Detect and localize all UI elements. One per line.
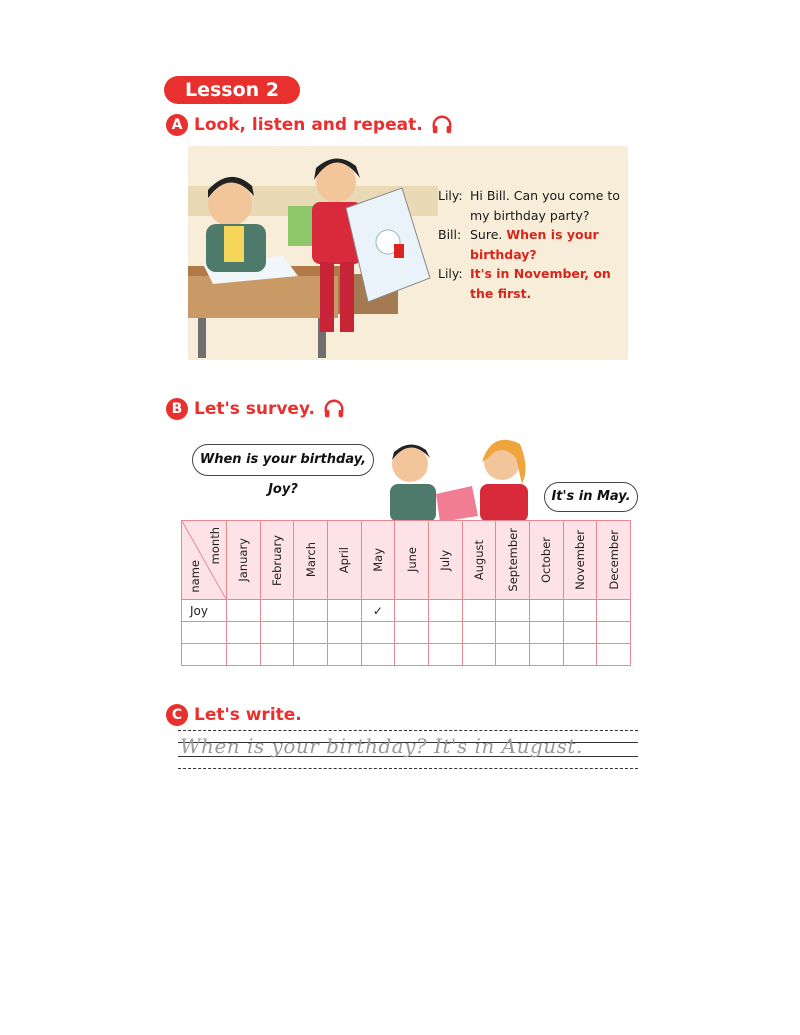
survey-cell[interactable]: [529, 644, 563, 666]
dialogue-plain: Hi Bill. Can you come to my birthday party?: [470, 188, 620, 223]
section-b-title: Let's survey.: [194, 399, 315, 419]
month-label: March: [303, 542, 318, 578]
speech-bubble-question: When is your birthday, Joy?: [192, 444, 374, 476]
survey-cell[interactable]: [227, 644, 261, 666]
survey-cell[interactable]: [327, 600, 361, 622]
dialogue-text: [438, 186, 628, 303]
dialogue-line: [438, 186, 628, 225]
survey-cell[interactable]: [361, 622, 395, 644]
month-header: [361, 521, 395, 600]
headphones-icon[interactable]: [431, 114, 453, 136]
survey-cell[interactable]: [395, 622, 429, 644]
illustration-bill-and-joy: [380, 428, 540, 522]
section-b-heading: [166, 396, 345, 422]
month-header: [395, 521, 429, 600]
survey-cell[interactable]: [496, 600, 530, 622]
survey-cell[interactable]: [597, 644, 631, 666]
month-label: October: [539, 536, 554, 584]
month-label: January: [236, 538, 251, 582]
section-c-letter: C: [166, 704, 188, 726]
survey-cell[interactable]: [294, 622, 328, 644]
handwritten-example: When is your birthday? It's in August.: [180, 734, 583, 758]
month-header: [563, 521, 597, 600]
month-header: [227, 521, 261, 600]
survey-cell[interactable]: [327, 644, 361, 666]
survey-table: [181, 520, 631, 666]
section-a-letter: A: [166, 114, 188, 136]
survey-cell[interactable]: [395, 600, 429, 622]
month-label: February: [269, 534, 284, 586]
survey-cell[interactable]: [260, 600, 294, 622]
survey-cell[interactable]: [294, 644, 328, 666]
dialogue-line: [438, 264, 628, 303]
headphones-icon[interactable]: [323, 398, 345, 420]
month-header: [496, 521, 530, 600]
speaker-name: Bill:: [438, 227, 462, 242]
survey-cell[interactable]: [563, 644, 597, 666]
survey-cell[interactable]: [327, 622, 361, 644]
month-label: December: [606, 530, 621, 590]
survey-cell[interactable]: [361, 644, 395, 666]
dialogue-plain: Sure.: [470, 227, 503, 242]
survey-cell[interactable]: [260, 644, 294, 666]
survey-cell[interactable]: [395, 644, 429, 666]
survey-cell[interactable]: [563, 600, 597, 622]
month-label: May: [370, 548, 385, 572]
dialogue-line: [438, 225, 628, 264]
section-c-title: Let's write.: [194, 705, 302, 725]
month-label: September: [505, 528, 520, 592]
month-header: [597, 521, 631, 600]
survey-cell[interactable]: [529, 600, 563, 622]
corner-month-label: month: [208, 527, 222, 565]
month-label: April: [337, 546, 352, 574]
survey-cell[interactable]: [428, 600, 462, 622]
month-header: [529, 521, 563, 600]
name-cell[interactable]: [182, 622, 227, 644]
section-a-title: Look, listen and repeat.: [194, 115, 423, 135]
survey-cell[interactable]: [462, 622, 496, 644]
guide-line-bottom: [178, 768, 638, 769]
month-label: July: [438, 549, 453, 571]
section-a-heading: [166, 112, 453, 138]
month-header: [260, 521, 294, 600]
survey-cell[interactable]: [227, 600, 261, 622]
dialogue-highlight: When is your birthday?: [470, 227, 599, 262]
month-header: [462, 521, 496, 600]
dialogue-highlight: It's in November, on the first.: [470, 266, 611, 301]
survey-cell[interactable]: [294, 600, 328, 622]
handwriting-lines[interactable]: [178, 730, 638, 770]
table-corner-cell: [182, 521, 227, 600]
month-label: June: [404, 547, 419, 573]
speaker-name: Lily:: [438, 266, 463, 281]
survey-cell[interactable]: [496, 622, 530, 644]
table-header-row: [182, 521, 631, 600]
survey-cell[interactable]: [597, 600, 631, 622]
survey-cell[interactable]: [529, 622, 563, 644]
speaker-name: Lily:: [438, 188, 463, 203]
survey-cell[interactable]: [462, 600, 496, 622]
survey-cell[interactable]: [496, 644, 530, 666]
survey-cell[interactable]: [260, 622, 294, 644]
month-label: November: [572, 530, 587, 590]
table-row: [182, 622, 631, 644]
section-b-letter: B: [166, 398, 188, 420]
survey-cell[interactable]: [462, 644, 496, 666]
speech-bubble-answer: It's in May.: [544, 482, 638, 512]
month-header: [327, 521, 361, 600]
survey-cell[interactable]: [227, 622, 261, 644]
survey-cell[interactable]: [428, 644, 462, 666]
month-header: [428, 521, 462, 600]
survey-cell[interactable]: [563, 622, 597, 644]
section-c-heading: [166, 702, 302, 728]
month-header: [294, 521, 328, 600]
lesson-title: Lesson 2: [164, 76, 300, 104]
guide-line-top: [178, 730, 638, 731]
corner-name-label: name: [188, 560, 202, 593]
survey-cell[interactable]: [597, 622, 631, 644]
check-mark-cell[interactable]: ✓: [361, 600, 395, 622]
name-cell[interactable]: [182, 644, 227, 666]
month-label: August: [471, 539, 486, 581]
table-row: [182, 644, 631, 666]
name-cell[interactable]: Joy: [182, 600, 227, 622]
survey-cell[interactable]: [428, 622, 462, 644]
table-row: [182, 600, 631, 622]
